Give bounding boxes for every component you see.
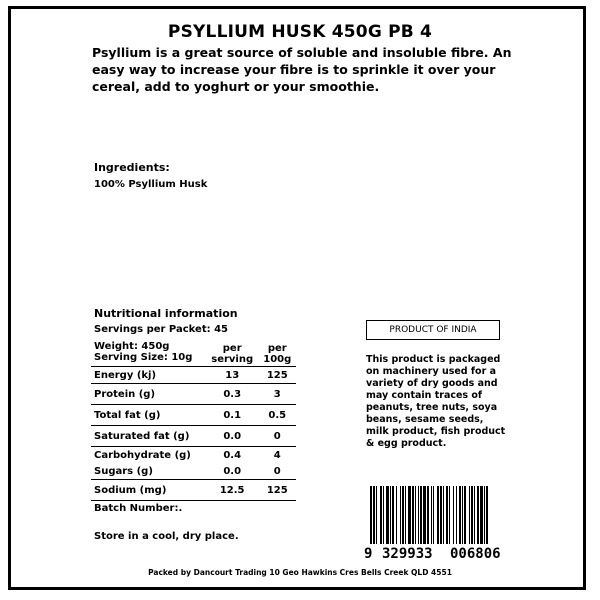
servings-per-packet: Servings per Packet: 45 [94, 324, 229, 335]
barcode-bar [423, 486, 426, 544]
per-serving-header-line2: serving [211, 354, 254, 365]
per-100g-value: 125 [259, 480, 296, 501]
table-row [91, 426, 296, 447]
table-row [91, 447, 296, 464]
table-row [91, 384, 296, 405]
barcode-bar [402, 486, 404, 544]
barcode-number [364, 546, 524, 562]
per-serving-value: 0.0 [206, 426, 259, 447]
barcode-bar [383, 486, 384, 544]
barcode-bar [443, 486, 444, 544]
nutrient-name: Sodium (mg) [91, 480, 206, 501]
barcode-first-digit: 9 [364, 546, 373, 562]
batch-number: Batch Number:. [94, 503, 183, 514]
ingredients-text: 100% Psyllium Husk [94, 179, 208, 190]
barcode-bar [396, 486, 397, 544]
per-serving-header [206, 337, 259, 367]
nutrient-name: Total fat (g) [91, 405, 206, 426]
per-100g-value: 0 [259, 426, 296, 447]
storage-instructions: Store in a cool, dry place. [94, 531, 239, 542]
barcode-bar [462, 486, 463, 544]
packed-by-line: Packed by Dancourt Trading 10 Geo Hawkins Cres Bells Creek QLD 4551 [148, 568, 452, 577]
barcode-bar [477, 486, 479, 544]
barcode-bar [484, 486, 485, 544]
table-row [91, 405, 296, 426]
barcode-bar [376, 486, 377, 544]
per-100g-value: 4 [259, 447, 296, 464]
allergen-statement: This product is packaged on machinery used for a variety of dry goods and may contain traces of peanuts, tree nuts, soya beans, sesame seeds, milk product, fish product & egg product. [366, 354, 506, 449]
per-100g-header-line2: 100g [263, 354, 292, 365]
per-serving-value: 0.3 [206, 384, 259, 405]
barcode-bar [474, 486, 475, 544]
barcode-bar [469, 486, 470, 544]
nutrient-name: Carbohydrate (g) [91, 447, 206, 464]
table-row [91, 367, 296, 384]
product-description: Psyllium is a great source of soluble and insoluble fibre. An easy way to increase your fibre is to sprinkle it over your cereal, add to yoghurt or your smoothie. [92, 45, 512, 94]
nutrient-name: Sugars (g) [94, 465, 153, 477]
per-100g-header [259, 337, 296, 367]
barcode-bar [418, 486, 419, 544]
nutrient-name: Protein (g) [91, 384, 206, 405]
weight-text: Weight: 450g [94, 340, 170, 352]
barcode-bar [449, 486, 450, 544]
barcode-bar [408, 486, 411, 544]
barcode-bar [480, 486, 483, 544]
barcode-bar [446, 486, 448, 544]
product-title: PSYLLIUM HUSK 450G PB 4 [167, 22, 433, 42]
barcode-bar [437, 486, 439, 544]
barcode-bar [370, 486, 372, 544]
barcode-bar [456, 486, 457, 544]
per-serving-value: 0.4 [206, 447, 259, 464]
barcode-right-group: 006806 [450, 546, 501, 562]
barcode-bar [464, 486, 466, 544]
barcode-bar [471, 486, 473, 544]
per-serving-value: 12.5 [206, 480, 259, 501]
barcode-bar [420, 486, 422, 544]
barcode-bar [415, 486, 416, 544]
country-of-origin-box: PRODUCT OF INDIA [366, 320, 500, 340]
barcode-bar [453, 486, 454, 544]
barcode-bar [433, 486, 434, 544]
barcode-bar [431, 486, 432, 544]
nutrient-name: Energy (kj) [91, 367, 206, 384]
barcode-bar [392, 486, 394, 544]
barcode-left-group: 329933 [382, 546, 433, 562]
table-row [91, 480, 296, 501]
per-100g-value: 3 [259, 384, 296, 405]
barcode-bar [412, 486, 414, 544]
barcode-bar [386, 486, 389, 544]
nutrition-table [91, 337, 296, 501]
nutrient-name: Saturated fat (g) [91, 426, 206, 447]
per-100g-value: 0.5 [259, 405, 296, 426]
per-100g-value: 125 [259, 367, 296, 384]
barcode-image [370, 486, 517, 544]
nutrition-heading: Nutritional information [94, 307, 238, 320]
barcode-bar [380, 486, 382, 544]
barcode-bar [427, 486, 429, 544]
barcode-bar [459, 486, 461, 544]
barcode-bar [373, 486, 375, 544]
nutrition-table-header [91, 337, 296, 367]
barcode-bar [405, 486, 406, 544]
per-serving-value: 13 [206, 367, 259, 384]
barcode-bar [440, 486, 442, 544]
barcode-bar [400, 486, 401, 544]
per-100g-header-line1: per [267, 343, 287, 354]
per-serving-value: 0.1 [206, 405, 259, 426]
barcode-bar [390, 486, 391, 544]
serving-size-text: Serving Size: 10g [94, 351, 193, 363]
ingredients-heading: Ingredients: [94, 161, 170, 174]
per-serving-header-line1: per [222, 343, 242, 354]
weight-serving-cell [91, 337, 206, 367]
table-row [91, 463, 296, 480]
per-100g-value: 0 [273, 465, 281, 477]
per-serving-value: 0.0 [223, 465, 242, 477]
barcode-bar [486, 486, 488, 544]
